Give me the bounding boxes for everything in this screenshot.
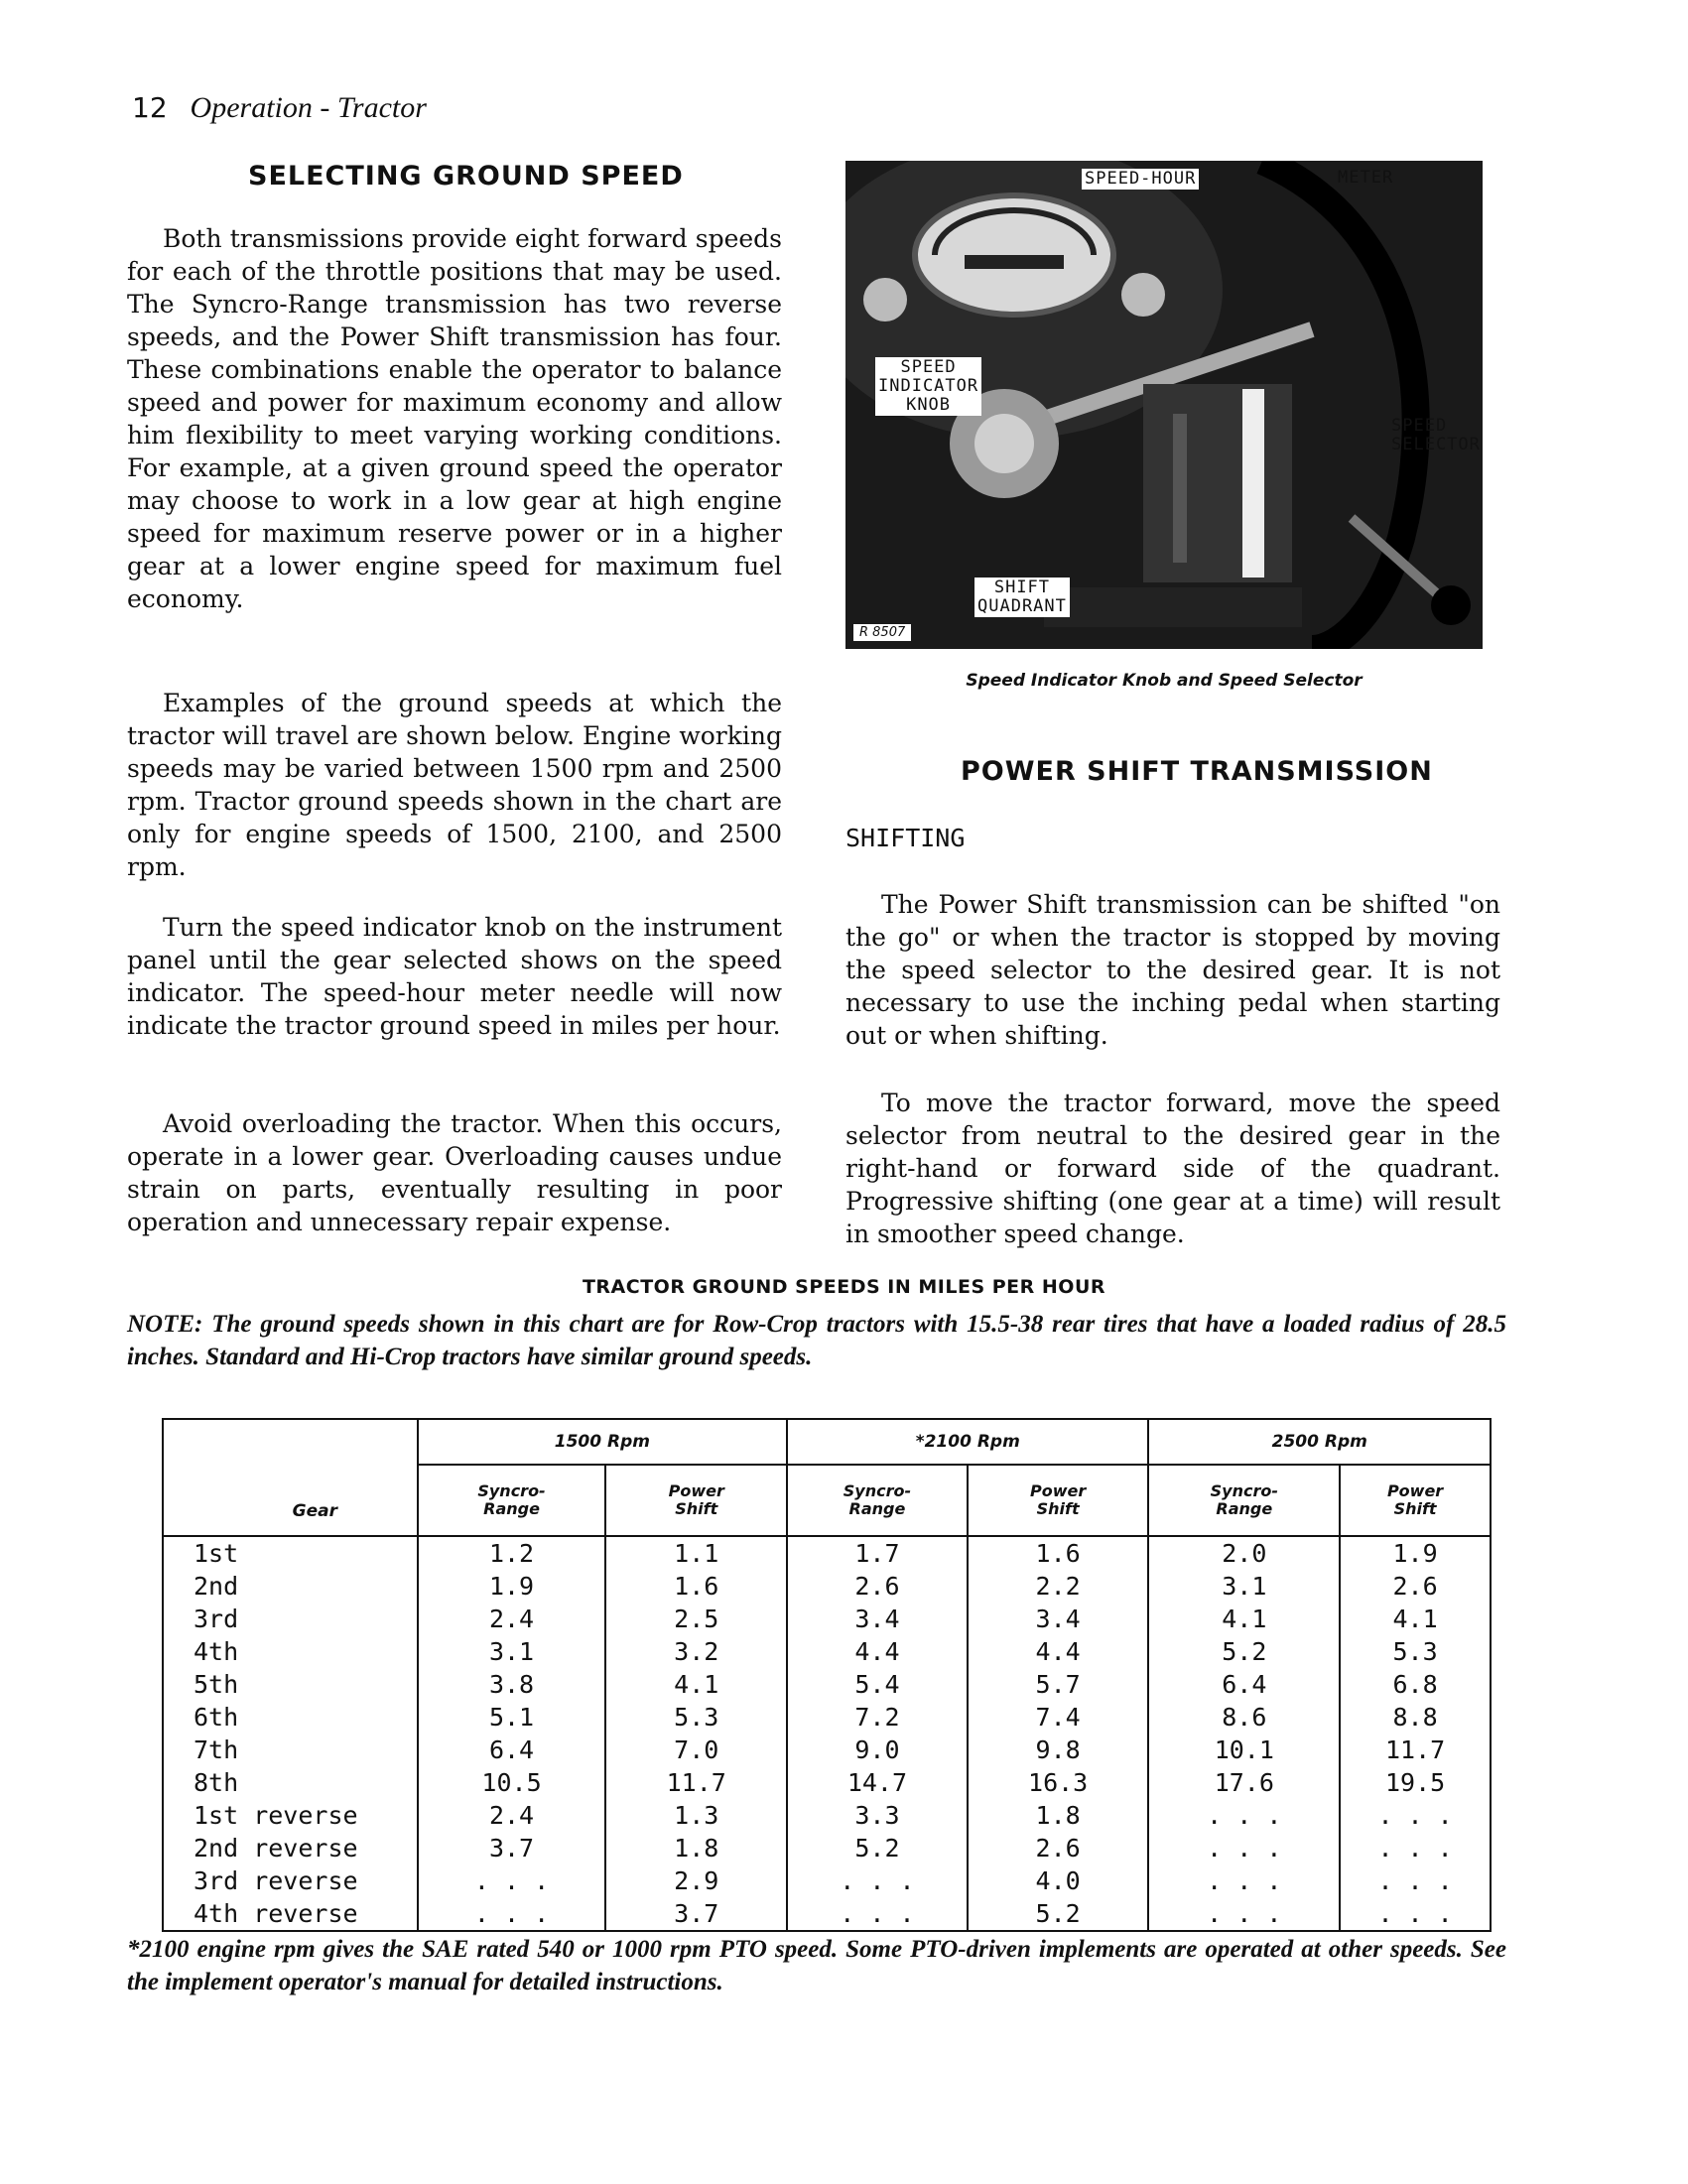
speed-cell: 3.7: [605, 1897, 787, 1931]
transmission-header: Power Shift: [1340, 1465, 1491, 1536]
speed-cell: 2.6: [787, 1570, 968, 1603]
speed-cell: 11.7: [1340, 1734, 1491, 1766]
speed-cell: 3.1: [1148, 1570, 1340, 1603]
speed-cell: 2.0: [1148, 1536, 1340, 1570]
speed-cell: 6.8: [1340, 1668, 1491, 1701]
speed-cell: . . .: [1148, 1832, 1340, 1864]
speed-cell: . . .: [418, 1897, 606, 1931]
speed-cell: 4.1: [1148, 1603, 1340, 1635]
table-row: [163, 1603, 1491, 1635]
table-row: [163, 1536, 1491, 1570]
speed-cell: . . .: [418, 1864, 606, 1897]
ground-speeds-table: [162, 1418, 1492, 1932]
speed-cell: 5.3: [1340, 1635, 1491, 1668]
speed-cell: 1.9: [1340, 1536, 1491, 1570]
speed-cell: 2.9: [605, 1864, 787, 1897]
speed-cell: . . .: [1148, 1897, 1340, 1931]
speed-cell: 10.5: [418, 1766, 606, 1799]
section-heading-power-shift: POWER SHIFT TRANSMISSION: [961, 756, 1433, 787]
photo-caption: Speed Indicator Knob and Speed Selector: [966, 671, 1363, 691]
speed-cell: 3.2: [605, 1635, 787, 1668]
speed-cell: 8.8: [1340, 1701, 1491, 1734]
paragraph-text: Examples of the ground speeds at which the tractor will travel are shown below. Engine working speeds may be varied between 1500 rpm and 2500 rpm. Tractor ground speeds shown in the chart are only for engine speeds of 1500, 2100, and 2500 rpm.: [127, 689, 782, 881]
table-header-rpm-row: [163, 1419, 1491, 1465]
speed-cell: 3.1: [418, 1635, 606, 1668]
table-note: NOTE: The ground speeds shown in this chart are for Row-Crop tractors with 15.5-38 rear tires that have a loaded radius of 28.5 inches. Standard and Hi-Crop tractors have similar ground speeds.: [127, 1311, 1506, 1370]
table-row: [163, 1832, 1491, 1864]
paragraph: [127, 911, 782, 1042]
speed-cell: 2.5: [605, 1603, 787, 1635]
speed-cell: 5.3: [605, 1701, 787, 1734]
table-row: [163, 1766, 1491, 1799]
paragraph-text: Turn the speed indicator knob on the instrument panel until the gear selected shows on the speed indicator. The speed-hour meter needle will now indicate the tractor ground speed in miles per hour.: [127, 913, 782, 1040]
speed-cell: 2.4: [418, 1603, 606, 1635]
gear-cell: 7th: [194, 1735, 239, 1764]
speed-cell: 4.1: [1340, 1603, 1491, 1635]
speed-cell: 4.0: [968, 1864, 1149, 1897]
speed-cell: . . .: [1340, 1864, 1491, 1897]
table-title: TRACTOR GROUND SPEEDS IN MILES PER HOUR: [582, 1276, 1106, 1298]
rpm-group-header: 2500 Rpm: [1148, 1419, 1491, 1465]
speed-cell: . . .: [1340, 1832, 1491, 1864]
speed-cell: 5.7: [968, 1668, 1149, 1701]
speed-cell: 7.2: [787, 1701, 968, 1734]
table-row: [163, 1864, 1491, 1897]
speed-cell: . . .: [1148, 1864, 1340, 1897]
photo-id: R 8507: [853, 624, 911, 641]
speed-selector-label: SPEED SELECTOR: [1391, 416, 1481, 454]
speed-cell: 5.2: [968, 1897, 1149, 1931]
transmission-header: Power Shift: [605, 1465, 787, 1536]
speed-cell: 19.5: [1340, 1766, 1491, 1799]
speed-cell: 2.6: [968, 1832, 1149, 1864]
table-row: [163, 1570, 1491, 1603]
speed-cell: 10.1: [1148, 1734, 1340, 1766]
speed-cell: 1.7: [787, 1536, 968, 1570]
gear-cell: 1st: [194, 1539, 239, 1568]
speed-cell: 1.8: [605, 1832, 787, 1864]
speed-cell: 5.2: [787, 1832, 968, 1864]
subheading-shifting: SHIFTING: [845, 824, 966, 852]
paragraph: [127, 1107, 782, 1238]
table-row: [163, 1701, 1491, 1734]
speed-cell: 9.0: [787, 1734, 968, 1766]
paragraph: [127, 687, 782, 883]
speed-cell: 6.4: [418, 1734, 606, 1766]
transmission-header: Syncro- Range: [418, 1465, 606, 1536]
table-row: [163, 1897, 1491, 1931]
speed-cell: 5.2: [1148, 1635, 1340, 1668]
speed-hour-meter-label-suffix: METER: [1338, 168, 1394, 188]
speed-cell: 4.1: [605, 1668, 787, 1701]
speed-cell: 5.4: [787, 1668, 968, 1701]
section-heading-selecting-ground-speed: SELECTING GROUND SPEED: [248, 161, 684, 192]
speed-indicator-knob-label: SPEED INDICATOR KNOB: [875, 357, 981, 416]
speed-cell: . . .: [1340, 1897, 1491, 1931]
speed-cell: 3.7: [418, 1832, 606, 1864]
table-body: [163, 1536, 1491, 1931]
page-header-title: Operation - Tractor: [190, 91, 427, 124]
speed-cell: 1.6: [605, 1570, 787, 1603]
table-row: [163, 1734, 1491, 1766]
page-header: [132, 91, 427, 125]
gear-cell: 1st reverse: [194, 1801, 358, 1830]
paragraph-text: To move the tractor forward, move the speed selector from neutral to the desired gear in the right-hand or forward side of the quadrant. Progressive shifting (one gear at a time) will result in smoother speed change.: [845, 1089, 1500, 1248]
speed-cell: 7.0: [605, 1734, 787, 1766]
gear-cell: 2nd reverse: [194, 1834, 358, 1863]
paragraph-text: The Power Shift transmission can be shifted "on the go" or when the tractor is stopped by moving the speed selector to the desired gear. It is not necessary to use the inching pedal when starting out or when shifting.: [845, 890, 1500, 1050]
table-footnote: *2100 engine rpm gives the SAE rated 540 or 1000 rpm PTO speed. Some PTO-driven implements are operated at other speeds. See the implement operator's manual for detailed instructions.: [127, 1936, 1506, 1995]
gear-cell: 3rd: [194, 1605, 239, 1633]
speed-cell: 2.4: [418, 1799, 606, 1832]
shift-quadrant-label: SHIFT QUADRANT: [974, 578, 1070, 617]
speed-hour-meter-label: SPEED-HOUR: [1082, 169, 1199, 190]
gear-cell: 4th: [194, 1637, 239, 1666]
paragraph-text: Avoid overloading the tractor. When this occurs, operate in a lower gear. Overloading causes undue strain on parts, eventually resulting in poor operation and unnecessary repair expense.: [127, 1109, 782, 1236]
speed-cell: 2.6: [1340, 1570, 1491, 1603]
table-row: [163, 1635, 1491, 1668]
speed-cell: 4.4: [968, 1635, 1149, 1668]
table-row: [163, 1668, 1491, 1701]
paragraph: [845, 1087, 1500, 1250]
speed-cell: 5.1: [418, 1701, 606, 1734]
speed-cell: 1.9: [418, 1570, 606, 1603]
speed-cell: 1.8: [968, 1799, 1149, 1832]
speed-cell: 16.3: [968, 1766, 1149, 1799]
speed-cell: 1.2: [418, 1536, 606, 1570]
gear-cell: 3rd reverse: [194, 1866, 358, 1895]
speed-cell: 9.8: [968, 1734, 1149, 1766]
speed-cell: 14.7: [787, 1766, 968, 1799]
gear-cell: 4th reverse: [194, 1899, 358, 1928]
speed-cell: 3.3: [787, 1799, 968, 1832]
speed-cell: . . .: [787, 1864, 968, 1897]
transmission-header: Power Shift: [968, 1465, 1149, 1536]
instrument-panel-photo: [845, 161, 1483, 649]
speed-cell: 3.4: [968, 1603, 1149, 1635]
speed-cell: 3.8: [418, 1668, 606, 1701]
paragraph-text: Both transmissions provide eight forward speeds for each of the throttle positions that may be used. The Syncro-Range transmission has two reverse speeds, and the Power Shift transmission has four. These combinations enable the operator to balance speed and power for maximum economy and allow him flexibility to meet varying working conditions. For example, at a given ground speed the operator may choose to work in a low gear at high engine speed for maximum reserve power or in a higher gear at a lower engine speed for maximum fuel economy.: [127, 224, 782, 613]
speed-cell: 1.6: [968, 1536, 1149, 1570]
speed-cell: 2.2: [968, 1570, 1149, 1603]
table-row: [163, 1799, 1491, 1832]
speed-cell: 1.3: [605, 1799, 787, 1832]
speed-cell: 6.4: [1148, 1668, 1340, 1701]
gear-column-header: Gear: [163, 1419, 418, 1536]
speed-cell: 7.4: [968, 1701, 1149, 1734]
speed-cell: . . .: [1148, 1799, 1340, 1832]
rpm-group-header: *2100 Rpm: [787, 1419, 1148, 1465]
gear-cell: 2nd: [194, 1572, 239, 1601]
speed-cell: 17.6: [1148, 1766, 1340, 1799]
speed-cell: 8.6: [1148, 1701, 1340, 1734]
speed-cell: 4.4: [787, 1635, 968, 1668]
speed-cell: 3.4: [787, 1603, 968, 1635]
transmission-header: Syncro- Range: [1148, 1465, 1340, 1536]
paragraph: [127, 222, 782, 615]
speed-cell: . . .: [1340, 1799, 1491, 1832]
gear-cell: 5th: [194, 1670, 239, 1699]
transmission-header: Syncro- Range: [787, 1465, 968, 1536]
speed-cell: . . .: [787, 1897, 968, 1931]
rpm-group-header: 1500 Rpm: [418, 1419, 787, 1465]
page-number: 12: [132, 91, 168, 124]
gear-cell: 6th: [194, 1703, 239, 1732]
paragraph: [845, 888, 1500, 1052]
speed-cell: 1.1: [605, 1536, 787, 1570]
gear-cell: 8th: [194, 1768, 239, 1797]
speed-cell: 11.7: [605, 1766, 787, 1799]
